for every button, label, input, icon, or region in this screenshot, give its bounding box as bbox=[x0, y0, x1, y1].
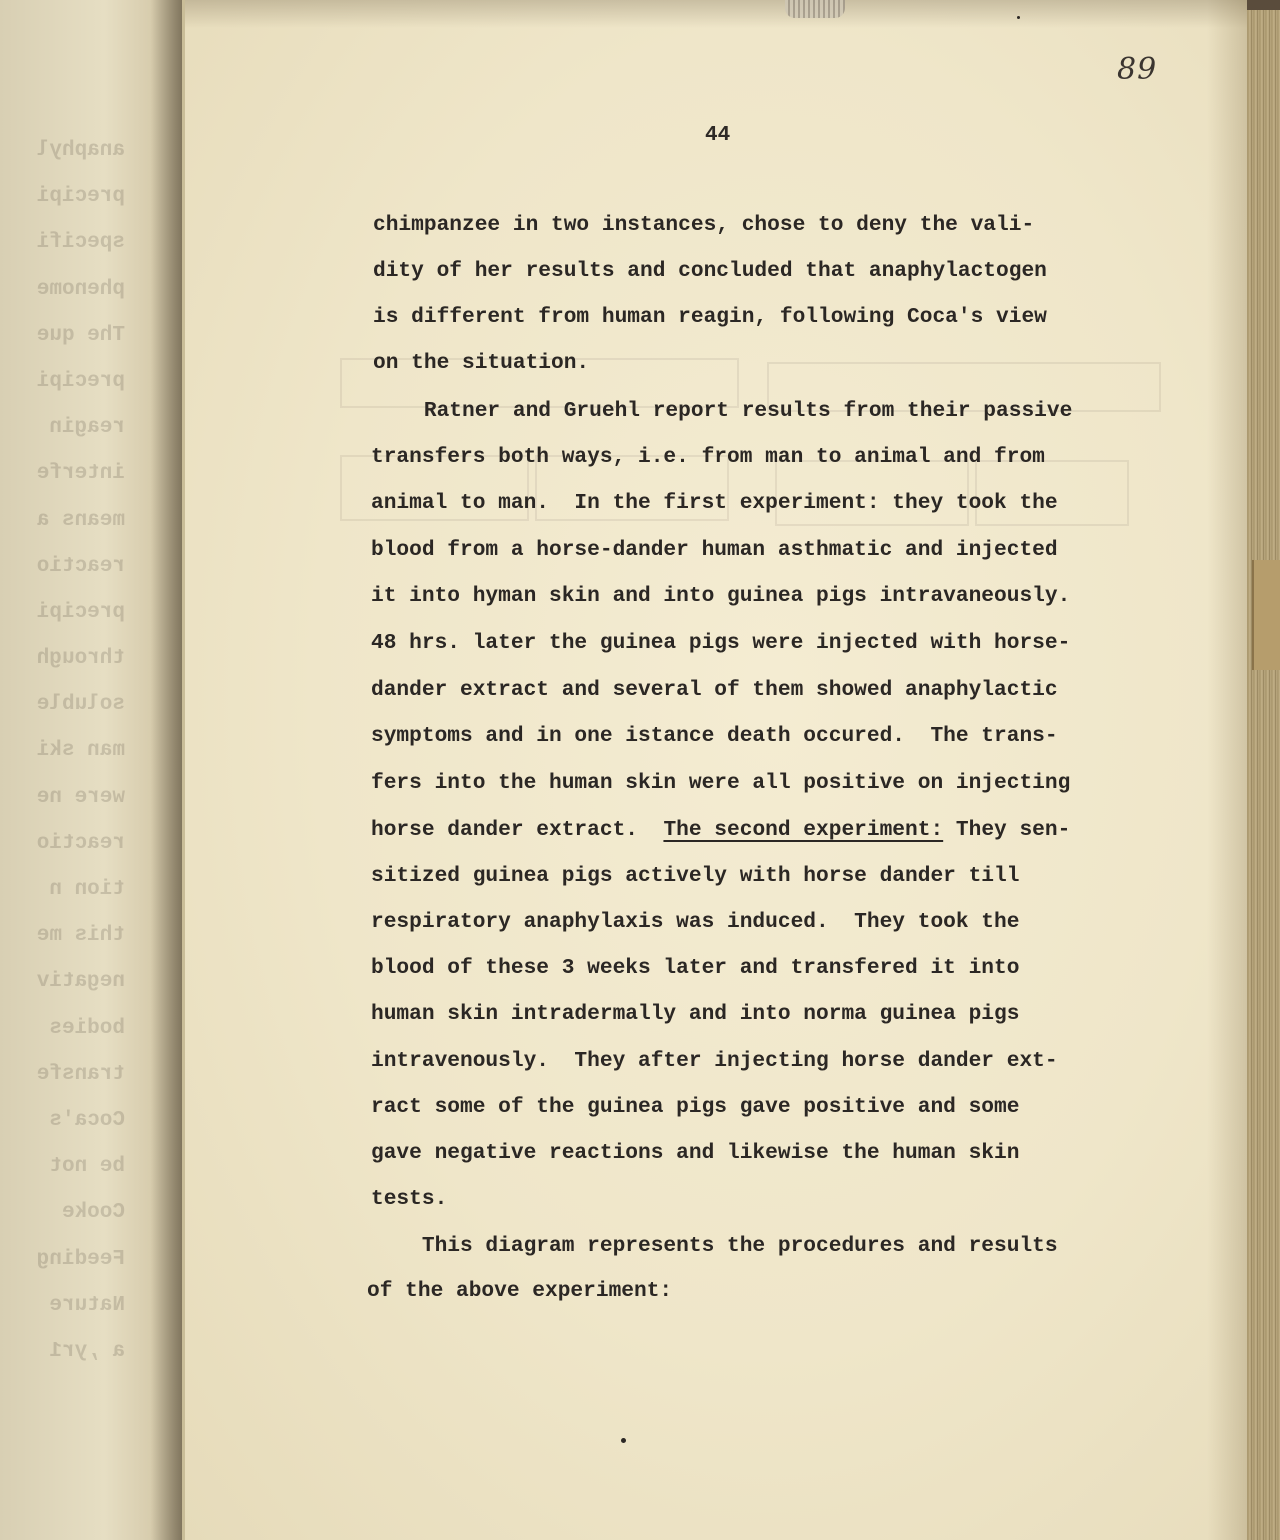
page-top-shadow bbox=[185, 0, 1247, 28]
text-line: of the above experiment: bbox=[367, 1279, 673, 1303]
text-line: is different from human reagin, following Coca's view bbox=[373, 305, 1047, 329]
handwritten-folio-number: 89 bbox=[1117, 52, 1158, 87]
text-line: tests. bbox=[371, 1187, 448, 1211]
text-line: intravenously. They after injecting horse dander ext- bbox=[371, 1049, 1058, 1073]
left-facing-page bbox=[0, 0, 190, 1540]
text-line: dander extract and several of them showed anaphylactic bbox=[371, 678, 1058, 702]
text-segment: horse dander extract. bbox=[371, 818, 664, 842]
ink-dot bbox=[621, 1438, 626, 1443]
text-line: symptoms and in one istance death occured. The trans- bbox=[371, 724, 1058, 748]
text-line: animal to man. In the first experiment: they took the bbox=[371, 491, 1058, 515]
text-line: human skin intradermally and into norma guinea pigs bbox=[371, 1002, 1020, 1026]
text-segment: They sen- bbox=[943, 818, 1071, 842]
text-line: dity of her results and concluded that anaphylactogen bbox=[373, 259, 1047, 283]
page-number: 44 bbox=[705, 124, 731, 147]
text-line: blood from a horse-dander human asthmatic and injected bbox=[371, 538, 1058, 562]
text-line: 48 hrs. later the guinea pigs were injected with horse- bbox=[371, 631, 1071, 655]
text-line: transfers both ways, i.e. from man to animal and from bbox=[371, 445, 1045, 469]
binding-thread bbox=[785, 0, 845, 18]
text-line: gave negative reactions and likewise the human skin bbox=[371, 1141, 1020, 1165]
text-line: ract some of the guinea pigs gave positive and some bbox=[371, 1095, 1020, 1119]
text-line-with-heading bbox=[371, 817, 1070, 843]
text-line: Ratner and Gruehl report results from their passive bbox=[373, 399, 1073, 423]
text-line: sitized guinea pigs actively with horse dander till bbox=[371, 864, 1020, 888]
text-line: This diagram represents the procedures and results bbox=[371, 1234, 1058, 1258]
text-line: blood of these 3 weeks later and transfered it into bbox=[371, 956, 1020, 980]
main-page bbox=[182, 0, 1247, 1540]
text-line: respiratory anaphylaxis was induced. They took the bbox=[371, 910, 1020, 934]
text-line: on the situation. bbox=[373, 351, 590, 375]
mirrored-text-column: anaphyl precipi specifi phenome The que precipi reagin interfe means a reactio precipi through soluble man ski were ne reactio tion n this me negativ bodies transfe Coca's be not Cooke Feeding Nature a ,yr1 bbox=[36, 139, 125, 1363]
paper-scrap bbox=[1252, 560, 1280, 670]
text-line: chimpanzee in two instances, chose to deny the vali- bbox=[373, 213, 1035, 237]
underlined-experiment-heading: The second experiment: bbox=[663, 818, 944, 842]
text-line: it into hyman skin and into guinea pigs intravaneously. bbox=[371, 584, 1071, 608]
page-right-shadow bbox=[1207, 0, 1247, 1540]
ink-speck bbox=[1017, 16, 1020, 19]
text-line: fers into the human skin were all positive on injecting bbox=[371, 771, 1071, 795]
